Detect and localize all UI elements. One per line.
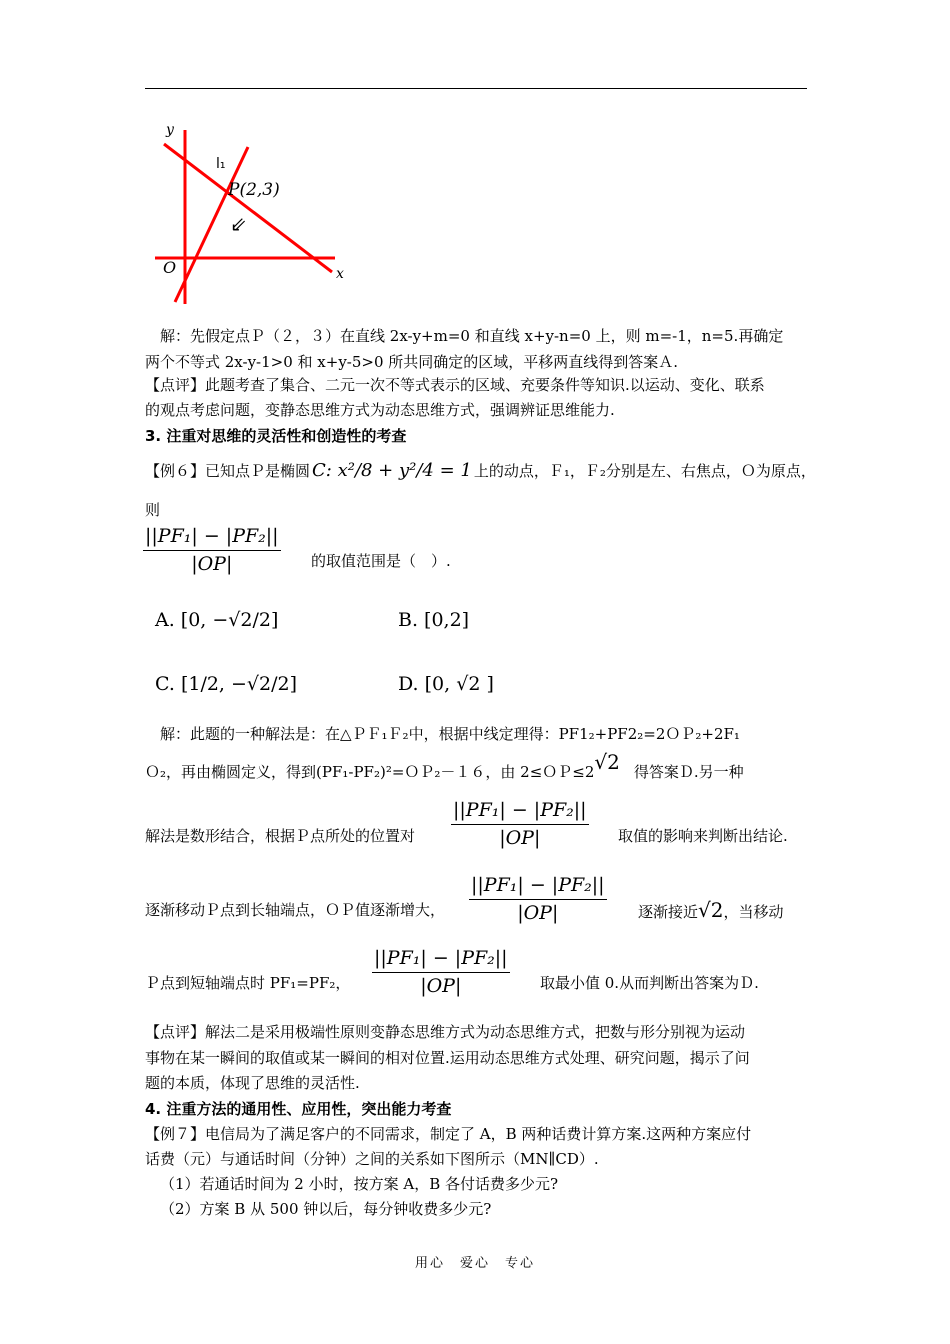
point-label: P(2,3)	[228, 180, 280, 200]
ratio-fraction-3	[469, 872, 607, 926]
option-b: B. [0,2]	[398, 609, 470, 631]
y-axis-label: y	[166, 122, 174, 138]
example6-line1	[145, 458, 816, 484]
solution2-line2a: Ｏ₂，再由椭圆定义，得到(PF₁-PF₂)²=ＯＰ₂－１６，由 2≤ＯＰ≤2	[145, 763, 595, 781]
line-x+y	[164, 144, 332, 272]
fraction-denominator-3: |OP|	[517, 902, 559, 924]
example7-question2: （2）方案 B 从 500 钟以后，每分钟收费多少元?	[160, 1200, 492, 1218]
fraction-denominator-4: |OP|	[420, 975, 462, 997]
section-heading-4: 4. 注重方法的通用性、应用性，突出能力考查	[145, 1100, 452, 1118]
comment2-line2: 事物在某一瞬间的取值或某一瞬间的相对位置.运用动态思维方式处理、研究问题，揭示了问	[145, 1049, 750, 1067]
fraction-numerator: ||PF₁| − |PF₂||	[143, 523, 281, 551]
solution2-line2b: 得答案Ｄ.另一种	[633, 763, 744, 781]
comment1-line2: 的观点考虑问题，变静态思维方式为动态思维方式，强调辨证思维能力.	[145, 401, 615, 419]
solution2-line5b: 取最小值 0.从而判断出答案为Ｄ.	[540, 974, 759, 992]
comment2-line1: 【点评】解法二是采用极端性原则变静态思维方式为动态思维方式，把数与形分别视为运动	[145, 1023, 746, 1041]
example6-suffix: 上的动点，Ｆ₁，Ｆ₂分别是左、右焦点，Ｏ为原点，	[473, 462, 816, 480]
example6-prefix: 【例６】已知点Ｐ是椭圆	[145, 462, 311, 480]
ratio-fraction-4	[372, 945, 510, 999]
solution2-line3a: 解法是数形结合，根据Ｐ点所处的位置对	[145, 827, 416, 845]
sqrt-two-2: √2	[698, 898, 724, 922]
x-axis-label: x	[336, 266, 344, 282]
ratio-fraction-2	[451, 797, 589, 851]
solution1-line1: 解：先假定点Ｐ（２，３）在直线 2x-y+m=0 和直线 x+y-n=0 上，则 m=-1，n=5.再确定	[160, 327, 784, 345]
example7-question1: （1）若通话时间为 2 小时，按方案 A，B 各付话费多少元?	[160, 1175, 559, 1193]
ratio-fraction	[143, 523, 281, 577]
range-text: 的取值范围是（ ）.	[311, 552, 451, 570]
coordinate-figure	[150, 118, 360, 313]
section-heading-3: 3. 注重对思维的灵活性和创造性的考查	[145, 427, 407, 445]
header-rule	[145, 88, 807, 89]
solution2-line5a: Ｐ点到短轴端点时 PF₁=PF₂，	[145, 974, 351, 992]
arrow-icon: ⇙	[230, 212, 247, 236]
comment2-line3: 题的本质，体现了思维的灵活性.	[145, 1074, 360, 1092]
fraction-numerator-2: ||PF₁| − |PF₂||	[451, 797, 589, 825]
line-label: l₁	[216, 156, 226, 172]
fraction-denominator-2: |OP|	[499, 827, 541, 849]
solution2-line4a: 逐渐移动Ｐ点到长轴端点，ＯＰ值逐渐增大，	[145, 901, 446, 919]
sqrt-two: √2	[594, 750, 620, 774]
solution2-line2	[145, 750, 810, 785]
solution2-line4-mid	[638, 897, 784, 925]
solution1-line2: 两个不等式 2x-y-1>0 和 x+y-5>0 所共同确定的区域，平移两直线得到答案Ａ.	[145, 353, 679, 371]
option-c: C. [1/2, −√2/2]	[155, 673, 298, 695]
comment1-line1: 【点评】此题考查了集合、二元一次不等式表示的区域、充要条件等知识.以运动、变化、联系	[145, 376, 765, 394]
option-d: D. [0, √2 ]	[398, 673, 494, 695]
example6-line2: 则	[145, 501, 161, 519]
origin-label: O	[163, 258, 177, 277]
solution2-line4c: ，当移动	[723, 903, 784, 921]
ellipse-equation: C: x²/8 + y²/4 = 1	[312, 460, 472, 481]
solution2-line4b: 逐渐接近	[638, 903, 699, 921]
page-footer: 用心 爱心 专心	[414, 1256, 535, 1271]
example7-line1: 【例７】电信局为了满足客户的不同需求，制定了 A，B 两种话费计算方案.这两种方案应付	[145, 1125, 752, 1143]
fraction-numerator-4: ||PF₁| − |PF₂||	[372, 945, 510, 973]
example7-line2: 话费（元）与通话时间（分钟）之间的关系如下图所示（MN∥CD）.	[145, 1150, 599, 1168]
option-a: A. [0, −√2/2]	[155, 609, 279, 631]
fraction-denominator: |OP|	[191, 553, 233, 575]
solution2-line3b: 取值的影响来判断出结论.	[618, 827, 788, 845]
solution2-line1: 解：此题的一种解法是：在△ＰＦ₁Ｆ₂中，根据中线定理得：PF1₂+PF2₂=2ＯＰ₂+2F₁	[160, 725, 740, 743]
fraction-numerator-3: ||PF₁| − |PF₂||	[469, 872, 607, 900]
